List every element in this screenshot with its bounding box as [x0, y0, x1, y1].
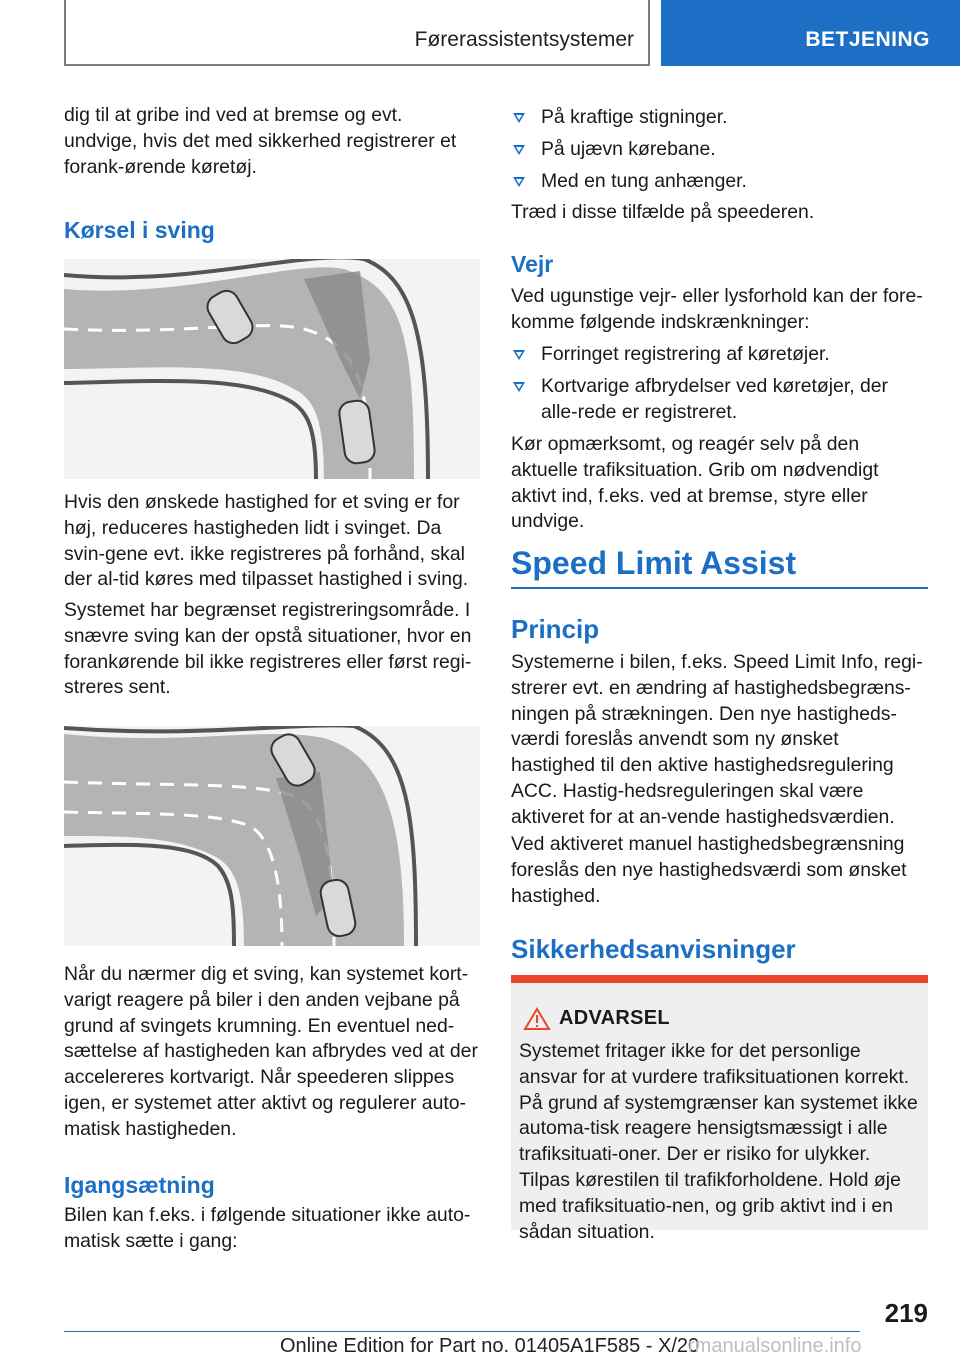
warning-text: Systemet fritager ikke for det personlige ansvar for at vurdere trafiksituationen korrekt. På grund af systemgrænser kan systemet ikke automa-tisk reagere hensigtsmæssigt i alle trafiksituati-oner. Der er risiko for ulykker. Tilpas kørestilen til trafikforholdene. Hold øje med trafiksituatio-nen, og grib aktivt ind i en sådan situation.: [519, 1040, 918, 1243]
heading-safety: Sikkerhedsanvisninger: [511, 934, 796, 964]
intro-paragraph: dig til at gribe ind ved at bremse og evt. undvige, hvis det med sikkerhed registrerer et forank-ørende køretøj.: [64, 104, 457, 178]
principle-paragraph-2: Ved aktiveret manuel hastighedsbegrænsning foreslås den nye hastighedsværdi som ønsket hastighed.: [511, 833, 907, 907]
section-title: Førerassistentsystemer: [414, 28, 634, 51]
heading-underline: [511, 587, 928, 589]
triangle-bullet-icon: [513, 177, 525, 187]
warning-title: ADVARSEL: [559, 1007, 670, 1029]
list-item: Kortvarige afbrydelser ved køretøjer, der alle-rede er registreret.: [511, 374, 928, 426]
weather-paragraph: Ved ugunstige vejr- eller lysforhold kan der fore-komme følgende indskrænkninger:: [511, 285, 923, 333]
footer-divider: [64, 1331, 860, 1332]
curve-paragraph-3: Når du nærmer dig et sving, kan systemet kort-varigt reagere på biler i den anden vejbane på grund af svingets krumning. En eventuel ned-sættelse af hastigheden kan afbrydes ved at der accelereres kortvarigt. Når speederen slippes igen, er systemet atter aktivt og regulerer auto-matisk hastigheden.: [64, 963, 478, 1140]
list-item: På kraftige stigninger.: [511, 105, 928, 131]
curve-illustration-2: [64, 726, 480, 946]
list-item: Forringet registrering af køretøjer.: [511, 342, 928, 368]
chapter-tab: [661, 0, 960, 66]
heading-speed-limit-assist: Speed Limit Assist: [511, 545, 797, 581]
principle-paragraph-1: Systemerne i bilen, f.eks. Speed Limit Info, regi-strerer evt. en ændring af hastighedsbegræns-ningen på strækningen. Den nye hastigheds-værdi foreslås anvendt som ny ønsket hastighed til den aktive hastighedsregulering ACC. Hastig-hedsreguleringen skal være aktiveret for at an-vende hastighedsværdien.: [511, 651, 923, 828]
chapter-title: BETJENING: [805, 28, 930, 51]
heading-starting: Igangsætning: [64, 1172, 215, 1198]
triangle-bullet-icon: [513, 350, 525, 360]
page-header: [0, 0, 960, 66]
list-item: På ujævn kørebane.: [511, 137, 928, 163]
footer-watermark: rmanualsonline.info: [688, 1335, 862, 1357]
warning-triangle-icon: [523, 1007, 551, 1036]
starting-paragraph: Bilen kan f.eks. i følgende situationer ikke auto-matisk sætte i gang:: [64, 1204, 471, 1252]
list-item: Med en tung anhænger.: [511, 169, 928, 195]
triangle-bullet-icon: [513, 382, 525, 392]
triangle-bullet-icon: [513, 145, 525, 155]
accelerator-paragraph: Træd i disse tilfælde på speederen.: [511, 201, 815, 223]
bullet-list-weather: [511, 342, 928, 431]
curve-paragraph-1: Hvis den ønskede hastighed for et sving er for høj, reduceres hastigheden lidt i svinget. Da svin-gene evt. ikke registreres på forhånd, skal der al-tid køres med tilpasset hastighed i sving.: [64, 491, 469, 591]
attention-paragraph: Kør opmærksomt, og reagér selv på den aktuelle trafiksituation. Grib om nødvendigt aktivt ind, f.eks. ved at bremse, styre eller undvige.: [511, 433, 879, 533]
section-tab: [64, 0, 650, 66]
heading-weather: Vejr: [511, 251, 554, 277]
bullet-list-start-conditions: [511, 105, 928, 200]
heading-curve-driving: Kørsel i sving: [64, 217, 215, 243]
heading-principle: Princip: [511, 614, 600, 644]
curve-illustration-1: [64, 259, 480, 479]
triangle-bullet-icon: [513, 113, 525, 123]
warning-box: [511, 975, 928, 1243]
curve-paragraph-2: Systemet har begrænset registreringsområde. I snævre sving kan der opstå situationer, hvor en forankørende bil ikke registreres eller først regi-streres sent.: [64, 599, 472, 699]
footer-edition: Online Edition for Part no. 01405A1F585 - X/20: [280, 1335, 700, 1357]
page-number: 219: [884, 1298, 928, 1328]
